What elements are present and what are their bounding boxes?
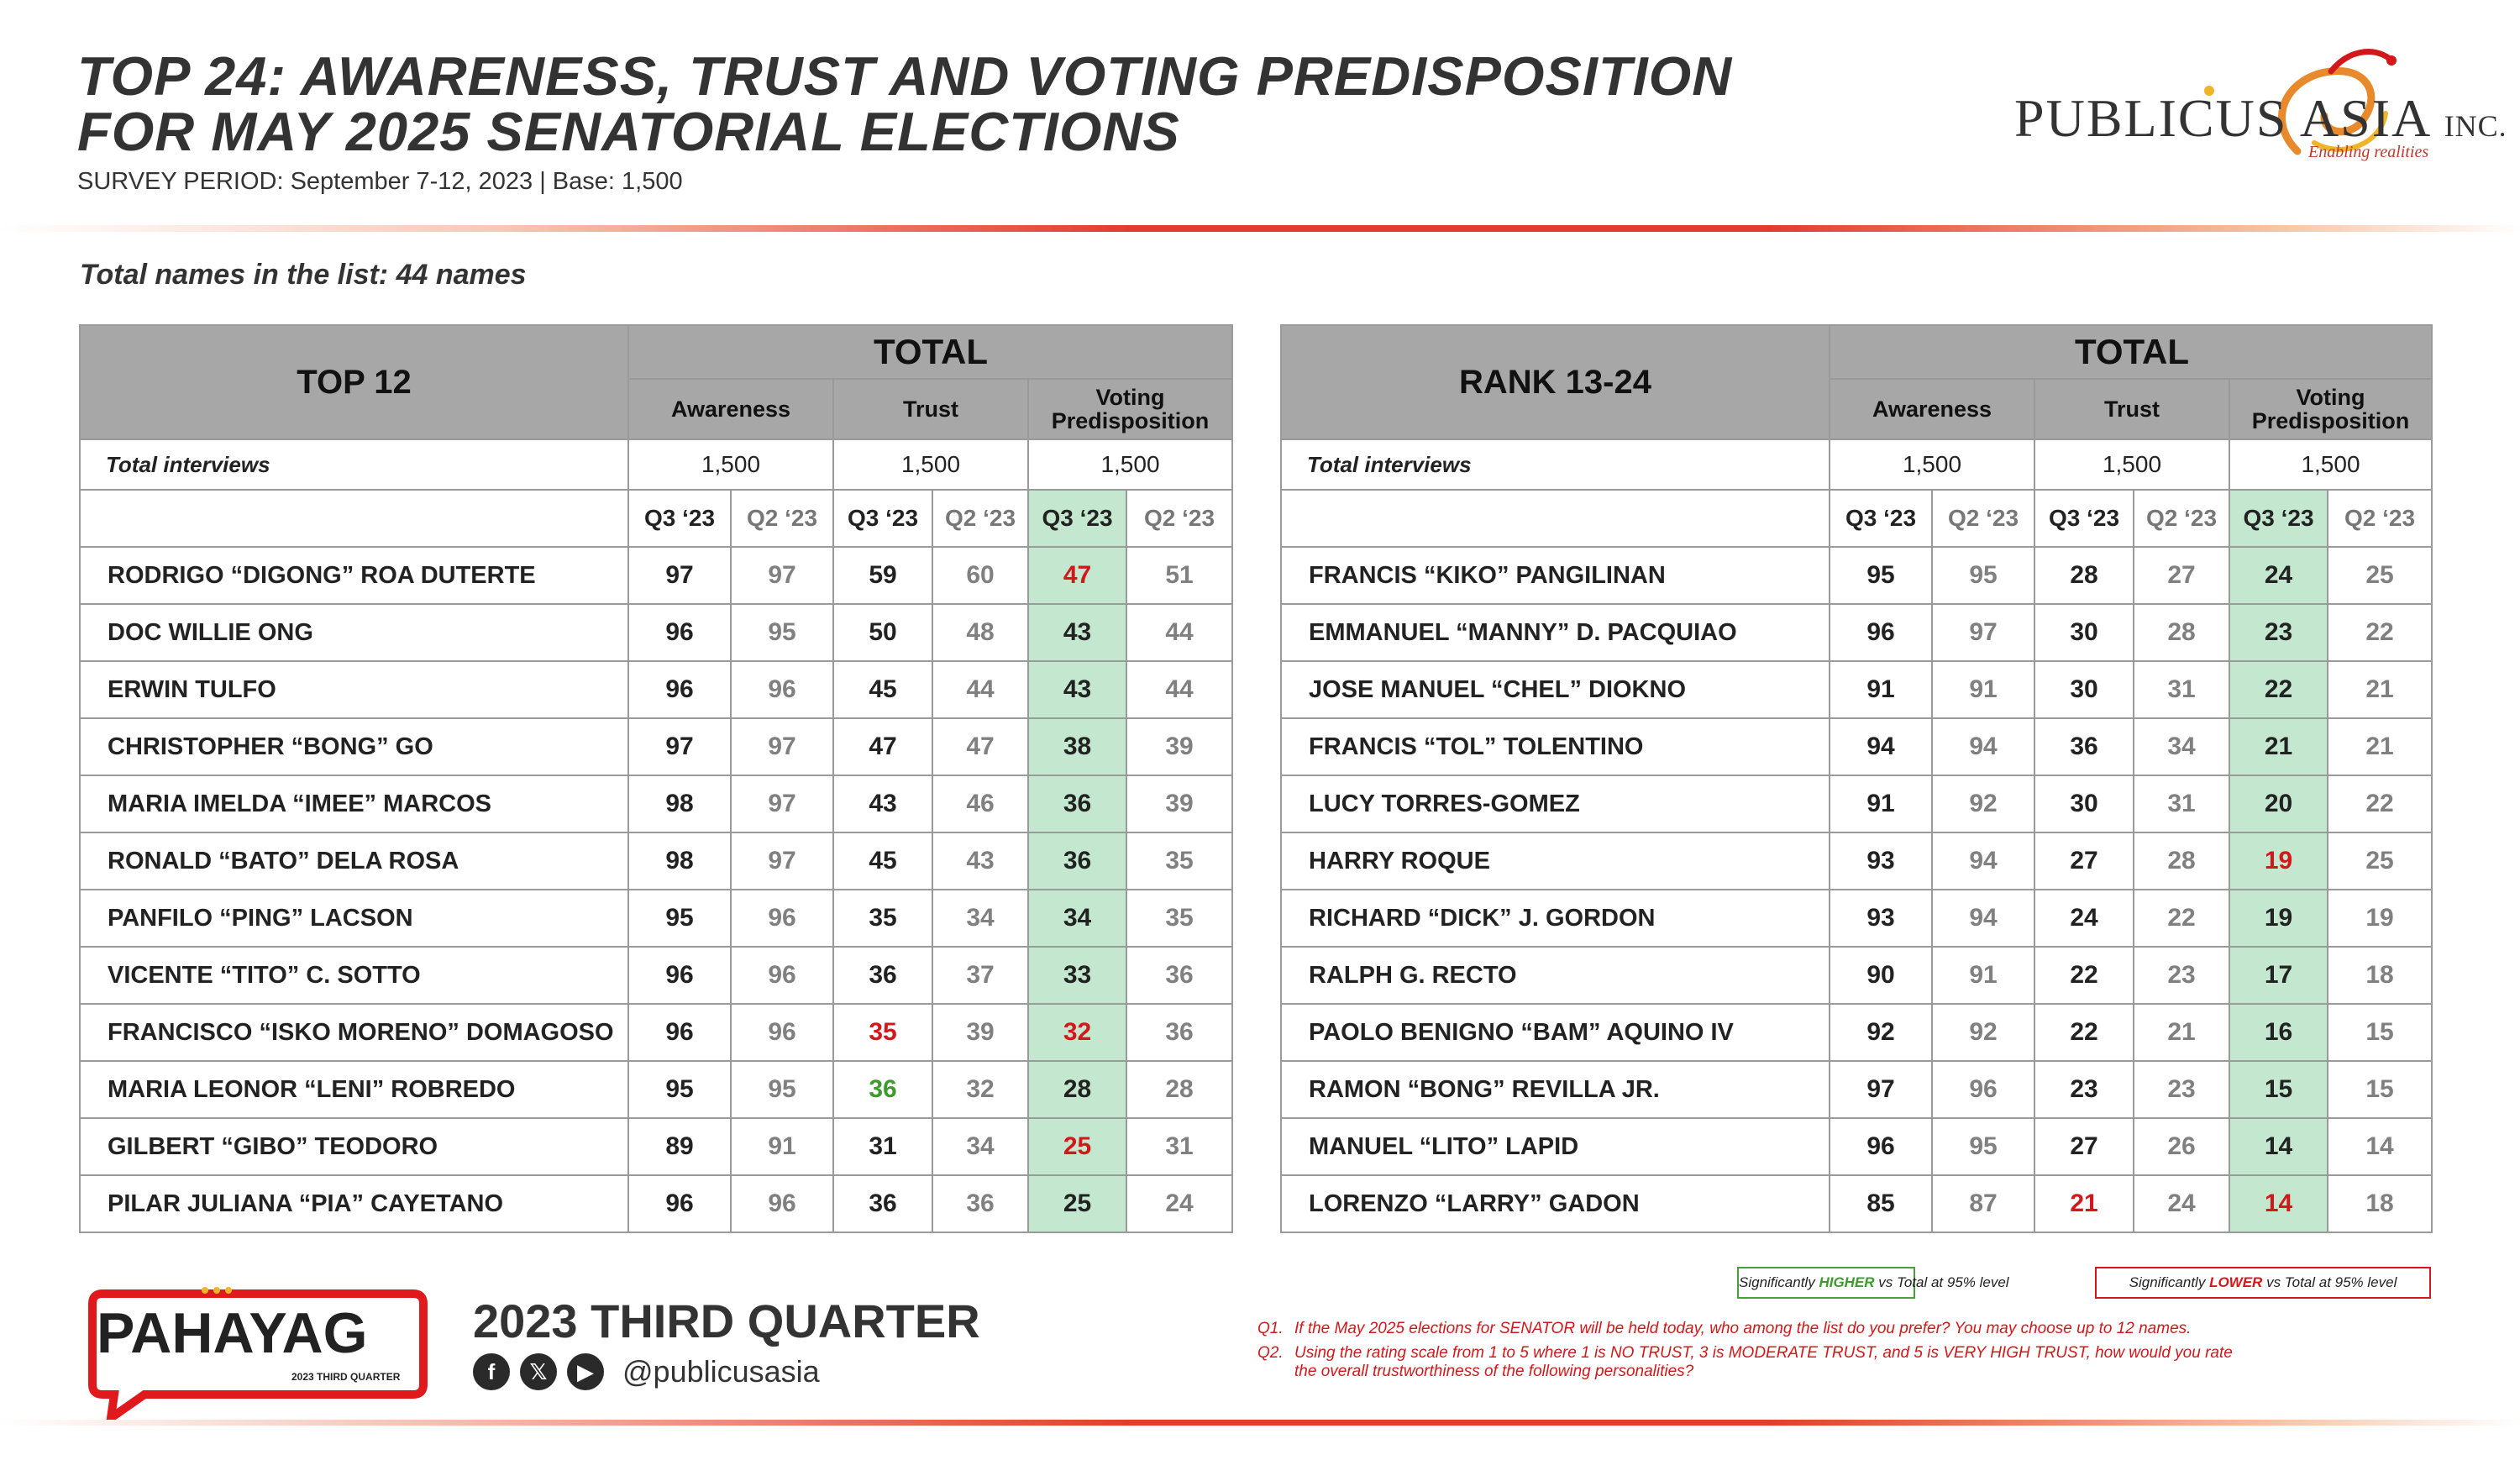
cell-tr-q3: 43 — [833, 775, 932, 832]
table-row — [1281, 1004, 2432, 1061]
cell-tr-q3: 30 — [2034, 661, 2134, 718]
quarter-previous: Q2 ‘23 — [2328, 490, 2432, 547]
cell-tr-q3: 21 — [2034, 1175, 2134, 1232]
cell-vp-q2: 44 — [1126, 661, 1232, 718]
cell-vp-q2: 25 — [2328, 547, 2432, 604]
x-icon[interactable]: 𝕏 — [520, 1353, 557, 1390]
cell-tr-q2: 44 — [932, 661, 1028, 718]
interviews-label: Total interviews — [1281, 439, 1830, 490]
interviews-awareness: 1,500 — [1830, 439, 2034, 490]
candidate-name: VICENTE “TITO” C. SOTTO — [80, 947, 628, 1004]
question-2-number: Q2. — [1257, 1344, 1284, 1362]
cell-vp-q3: 33 — [1028, 947, 1126, 1004]
cell-vp-q3: 23 — [2229, 604, 2328, 661]
cell-vp-q3: 24 — [2229, 547, 2328, 604]
candidate-name: LORENZO “LARRY” GADON — [1281, 1175, 1830, 1232]
cell-vp-q3: 38 — [1028, 718, 1126, 775]
header-trust: Trust — [833, 379, 1028, 439]
candidate-name: GILBERT “GIBO” TEODORO — [80, 1118, 628, 1175]
quarter-row-label — [80, 490, 628, 547]
cell-tr-q2: 34 — [932, 1118, 1028, 1175]
cell-aw-q3: 96 — [628, 1175, 731, 1232]
cell-aw-q2: 96 — [731, 1004, 833, 1061]
quarter-current: Q3 ‘23 — [2229, 490, 2328, 547]
cell-vp-q3: 47 — [1028, 547, 1126, 604]
table-row — [80, 832, 1232, 890]
table-row — [1281, 890, 2432, 947]
cell-vp-q2: 36 — [1126, 1004, 1232, 1061]
candidate-name: RAMON “BONG” REVILLA JR. — [1281, 1061, 1830, 1118]
cell-aw-q3: 95 — [628, 1061, 731, 1118]
cell-aw-q2: 94 — [1932, 890, 2034, 947]
cell-tr-q2: 39 — [932, 1004, 1028, 1061]
cell-tr-q3: 35 — [833, 1004, 932, 1061]
logo-suffix: INC. — [2444, 109, 2507, 143]
cell-vp-q3: 43 — [1028, 604, 1126, 661]
cell-aw-q3: 95 — [1830, 547, 1932, 604]
cell-vp-q3: 34 — [1028, 890, 1126, 947]
cell-vp-q2: 22 — [2328, 604, 2432, 661]
question-2-text-cont: the overall trustworthiness of the following personalities? — [1294, 1363, 1694, 1380]
cell-aw-q3: 95 — [628, 890, 731, 947]
cell-tr-q3: 59 — [833, 547, 932, 604]
cell-aw-q2: 95 — [731, 1061, 833, 1118]
quarter-title: 2023 THIRD QUARTER — [473, 1295, 980, 1347]
cell-aw-q3: 85 — [1830, 1175, 1932, 1232]
cell-vp-q3: 21 — [2229, 718, 2328, 775]
cell-aw-q2: 97 — [731, 775, 833, 832]
cell-tr-q2: 60 — [932, 547, 1028, 604]
cell-aw-q3: 98 — [628, 832, 731, 890]
table-row — [80, 604, 1232, 661]
question-2 — [1257, 1344, 2450, 1381]
header-total: TOTAL — [2034, 325, 2229, 379]
quarter-previous: Q2 ‘23 — [1126, 490, 1232, 547]
cell-vp-q3: 25 — [1028, 1118, 1126, 1175]
candidate-name: RODRIGO “DIGONG” ROA DUTERTE — [80, 547, 628, 604]
legend-higher-pre: Significantly — [1739, 1274, 1819, 1290]
table-row — [1281, 661, 2432, 718]
candidate-name: EMMANUEL “MANNY” D. PACQUIAO — [1281, 604, 1830, 661]
cell-vp-q2: 21 — [2328, 718, 2432, 775]
header-voting: Voting Predisposition — [2229, 379, 2432, 439]
cell-aw-q3: 97 — [1830, 1061, 1932, 1118]
cell-tr-q2: 34 — [2134, 718, 2229, 775]
cell-tr-q2: 31 — [2134, 775, 2229, 832]
candidate-name: CHRISTOPHER “BONG” GO — [80, 718, 628, 775]
cell-vp-q2: 15 — [2328, 1004, 2432, 1061]
cell-aw-q2: 97 — [731, 718, 833, 775]
cell-tr-q3: 45 — [833, 661, 932, 718]
cell-tr-q3: 30 — [2034, 775, 2134, 832]
cell-aw-q2: 92 — [1932, 775, 2034, 832]
cell-aw-q2: 91 — [1932, 947, 2034, 1004]
cell-vp-q2: 39 — [1126, 718, 1232, 775]
cell-vp-q2: 14 — [2328, 1118, 2432, 1175]
cell-vp-q3: 14 — [2229, 1118, 2328, 1175]
cell-tr-q2: 28 — [2134, 604, 2229, 661]
cell-aw-q3: 96 — [1830, 604, 1932, 661]
quarter-current: Q3 ‘23 — [1830, 490, 1932, 547]
cell-vp-q2: 18 — [2328, 1175, 2432, 1232]
cell-tr-q2: 48 — [932, 604, 1028, 661]
candidate-name: RALPH G. RECTO — [1281, 947, 1830, 1004]
cell-vp-q2: 36 — [1126, 947, 1232, 1004]
social-handle[interactable]: @publicusasia — [622, 1354, 820, 1389]
cell-tr-q2: 23 — [2134, 947, 2229, 1004]
cell-aw-q2: 96 — [731, 947, 833, 1004]
cell-vp-q3: 28 — [1028, 1061, 1126, 1118]
cell-vp-q3: 17 — [2229, 947, 2328, 1004]
cell-vp-q3: 19 — [2229, 890, 2328, 947]
cell-tr-q3: 22 — [2034, 1004, 2134, 1061]
cell-vp-q3: 19 — [2229, 832, 2328, 890]
cell-tr-q2: 43 — [932, 832, 1028, 890]
cell-aw-q3: 94 — [1830, 718, 1932, 775]
cell-vp-q2: 18 — [2328, 947, 2432, 1004]
table-row — [1281, 947, 2432, 1004]
table-row — [80, 1061, 1232, 1118]
interviews-trust: 1,500 — [833, 439, 1028, 490]
cell-vp-q3: 25 — [1028, 1175, 1126, 1232]
cell-vp-q2: 24 — [1126, 1175, 1232, 1232]
cell-aw-q2: 94 — [1932, 832, 2034, 890]
candidate-name: MARIA LEONOR “LENI” ROBREDO — [80, 1061, 628, 1118]
cell-aw-q2: 92 — [1932, 1004, 2034, 1061]
cell-vp-q2: 25 — [2328, 832, 2432, 890]
cell-tr-q2: 27 — [2134, 547, 2229, 604]
candidate-name: MARIA IMELDA “IMEE” MARCOS — [80, 775, 628, 832]
candidate-name: FRANCISCO “ISKO MORENO” DOMAGOSO — [80, 1004, 628, 1061]
legend-lower — [2095, 1267, 2431, 1299]
cell-aw-q2: 97 — [731, 547, 833, 604]
cell-aw-q3: 91 — [1830, 661, 1932, 718]
candidate-name: LUCY TORRES-GOMEZ — [1281, 775, 1830, 832]
legend-lower-pre: Significantly — [2129, 1274, 2210, 1290]
cell-aw-q3: 96 — [1830, 1118, 1932, 1175]
candidate-name: JOSE MANUEL “CHEL” DIOKNO — [1281, 661, 1830, 718]
cell-vp-q2: 35 — [1126, 890, 1232, 947]
question-1 — [1257, 1320, 2450, 1338]
cell-vp-q2: 21 — [2328, 661, 2432, 718]
table-row — [80, 718, 1232, 775]
cell-tr-q3: 24 — [2034, 890, 2134, 947]
cell-vp-q3: 32 — [1028, 1004, 1126, 1061]
cell-tr-q3: 22 — [2034, 947, 2134, 1004]
top12-table — [79, 324, 1233, 1233]
candidate-name: PAOLO BENIGNO “BAM” AQUINO IV — [1281, 1004, 1830, 1061]
cell-aw-q3: 96 — [628, 661, 731, 718]
quarter-previous: Q2 ‘23 — [932, 490, 1028, 547]
cell-tr-q2: 36 — [932, 1175, 1028, 1232]
cell-aw-q3: 96 — [628, 1004, 731, 1061]
cell-aw-q3: 93 — [1830, 890, 1932, 947]
question-2-text: Using the rating scale from 1 to 5 where 1 is NO TRUST, 3 is MODERATE TRUST, and 5 is VERY HIGH TRUST, how would you rate — [1294, 1344, 2233, 1362]
candidate-name: MANUEL “LITO” LAPID — [1281, 1118, 1830, 1175]
cell-aw-q2: 91 — [1932, 661, 2034, 718]
quarter-current: Q3 ‘23 — [1028, 490, 1126, 547]
header-spacer — [628, 325, 833, 379]
cell-vp-q2: 31 — [1126, 1118, 1232, 1175]
legend-higher — [1737, 1267, 2009, 1299]
cell-aw-q3: 93 — [1830, 832, 1932, 890]
cell-aw-q2: 95 — [1932, 1118, 2034, 1175]
cell-vp-q2: 28 — [1126, 1061, 1232, 1118]
table-row — [1281, 718, 2432, 775]
cell-tr-q2: 46 — [932, 775, 1028, 832]
header-spacer — [2229, 325, 2432, 379]
cell-tr-q3: 30 — [2034, 604, 2134, 661]
table-row — [80, 1118, 1232, 1175]
cell-tr-q3: 45 — [833, 832, 932, 890]
cell-tr-q3: 50 — [833, 604, 932, 661]
cell-vp-q3: 36 — [1028, 775, 1126, 832]
survey-period: SURVEY PERIOD: September 7-12, 2023 | Base: 1,500 — [77, 168, 683, 195]
candidate-name: PILAR JULIANA “PIA” CAYETANO — [80, 1175, 628, 1232]
cell-tr-q3: 47 — [833, 718, 932, 775]
cell-aw-q3: 89 — [628, 1118, 731, 1175]
table-row — [80, 661, 1232, 718]
quarter-previous: Q2 ‘23 — [2134, 490, 2229, 547]
logo-name: PUBLICUS ASIA — [2014, 88, 2429, 148]
cell-aw-q2: 97 — [1932, 604, 2034, 661]
cell-aw-q2: 87 — [1932, 1175, 2034, 1232]
legend-higher-post: vs Total at 95% level — [1874, 1274, 2009, 1290]
cell-aw-q2: 91 — [731, 1118, 833, 1175]
candidate-name: PANFILO “PING” LACSON — [80, 890, 628, 947]
youtube-icon[interactable]: ▶ — [567, 1353, 604, 1390]
cell-aw-q3: 96 — [628, 604, 731, 661]
cell-aw-q3: 97 — [628, 547, 731, 604]
cell-tr-q2: 32 — [932, 1061, 1028, 1118]
title-line-1: TOP 24: AWARENESS, TRUST AND VOTING PREDISPOSITION — [77, 45, 1733, 107]
cell-vp-q3: 15 — [2229, 1061, 2328, 1118]
social-links — [473, 1352, 820, 1391]
question-1-number: Q1. — [1257, 1320, 1284, 1337]
table-row — [80, 947, 1232, 1004]
cell-tr-q2: 37 — [932, 947, 1028, 1004]
table-row — [1281, 604, 2432, 661]
candidate-name: RONALD “BATO” DELA ROSA — [80, 832, 628, 890]
table-row — [80, 775, 1232, 832]
cell-aw-q3: 92 — [1830, 1004, 1932, 1061]
cell-tr-q3: 28 — [2034, 547, 2134, 604]
table-row — [1281, 1175, 2432, 1232]
cell-tr-q3: 36 — [833, 1175, 932, 1232]
table-title: TOP 12 — [80, 325, 628, 439]
cell-tr-q2: 24 — [2134, 1175, 2229, 1232]
cell-vp-q2: 35 — [1126, 832, 1232, 890]
header-divider — [0, 225, 2520, 232]
interviews-label: Total interviews — [80, 439, 628, 490]
cell-aw-q2: 96 — [731, 890, 833, 947]
header-awareness: Awareness — [628, 379, 833, 439]
candidate-name: DOC WILLIE ONG — [80, 604, 628, 661]
logo-wordmark — [2014, 87, 2507, 150]
cell-tr-q2: 26 — [2134, 1118, 2229, 1175]
candidate-name: RICHARD “DICK” J. GORDON — [1281, 890, 1830, 947]
cell-vp-q2: 15 — [2328, 1061, 2432, 1118]
table-row — [80, 1004, 1232, 1061]
table-row — [80, 547, 1232, 604]
header-spacer — [1830, 325, 2034, 379]
legend-lower-word: LOWER — [2209, 1274, 2263, 1290]
interviews-voting: 1,500 — [2229, 439, 2432, 490]
table-title: RANK 13-24 — [1281, 325, 1830, 439]
quarter-current: Q3 ‘23 — [833, 490, 932, 547]
quarter-row-label — [1281, 490, 1830, 547]
table-row — [80, 1175, 1232, 1232]
candidate-name: FRANCIS “KIKO” PANGILINAN — [1281, 547, 1830, 604]
header-voting: Voting Predisposition — [1028, 379, 1232, 439]
quarter-current: Q3 ‘23 — [2034, 490, 2134, 547]
legend-lower-post: vs Total at 95% level — [2262, 1274, 2397, 1290]
candidate-name: ERWIN TULFO — [80, 661, 628, 718]
header-trust: Trust — [2034, 379, 2229, 439]
title-line-2: FOR MAY 2025 SENATORIAL ELECTIONS — [77, 101, 1180, 162]
header-spacer — [1028, 325, 1232, 379]
candidate-name: HARRY ROQUE — [1281, 832, 1830, 890]
rank13-24-table — [1280, 324, 2433, 1233]
facebook-icon[interactable]: f — [473, 1353, 510, 1390]
cell-aw-q2: 97 — [731, 832, 833, 890]
cell-tr-q3: 36 — [833, 1061, 932, 1118]
cell-vp-q2: 51 — [1126, 547, 1232, 604]
table-row — [1281, 775, 2432, 832]
pahayag-sub: 2023 THIRD QUARTER — [291, 1371, 401, 1383]
cell-aw-q2: 95 — [1932, 547, 2034, 604]
cell-tr-q3: 31 — [833, 1118, 932, 1175]
table-row — [1281, 547, 2432, 604]
header-total: TOTAL — [833, 325, 1028, 379]
cell-tr-q2: 21 — [2134, 1004, 2229, 1061]
table-row — [1281, 832, 2432, 890]
cell-tr-q3: 35 — [833, 890, 932, 947]
total-names-note: Total names in the list: 44 names — [80, 259, 527, 291]
cell-tr-q2: 23 — [2134, 1061, 2229, 1118]
logo-tagline: Enabling realities — [2308, 143, 2429, 161]
cell-aw-q2: 96 — [1932, 1061, 2034, 1118]
quarter-previous: Q2 ‘23 — [1932, 490, 2034, 547]
cell-aw-q3: 97 — [628, 718, 731, 775]
table-row — [80, 890, 1232, 947]
quarter-current: Q3 ‘23 — [628, 490, 731, 547]
footer-divider — [0, 1420, 2520, 1426]
question-1-text: If the May 2025 elections for SENATOR will be held today, who among the list do you prefer? You may choose up to 12 names. — [1294, 1320, 2192, 1337]
table-row — [1281, 1061, 2432, 1118]
table-row — [1281, 1118, 2432, 1175]
cell-aw-q2: 96 — [731, 1175, 833, 1232]
cell-aw-q3: 90 — [1830, 947, 1932, 1004]
cell-vp-q2: 19 — [2328, 890, 2432, 947]
interviews-voting: 1,500 — [1028, 439, 1232, 490]
cell-aw-q3: 98 — [628, 775, 731, 832]
cell-tr-q3: 27 — [2034, 832, 2134, 890]
cell-vp-q3: 14 — [2229, 1175, 2328, 1232]
cell-vp-q3: 16 — [2229, 1004, 2328, 1061]
header-awareness: Awareness — [1830, 379, 2034, 439]
cell-vp-q2: 39 — [1126, 775, 1232, 832]
cell-aw-q2: 94 — [1932, 718, 2034, 775]
cell-aw-q3: 96 — [628, 947, 731, 1004]
cell-vp-q3: 20 — [2229, 775, 2328, 832]
cell-vp-q3: 43 — [1028, 661, 1126, 718]
cell-tr-q2: 22 — [2134, 890, 2229, 947]
cell-tr-q2: 31 — [2134, 661, 2229, 718]
cell-vp-q2: 44 — [1126, 604, 1232, 661]
pahayag-brand: PAHAYAG — [97, 1301, 368, 1365]
cell-tr-q3: 27 — [2034, 1118, 2134, 1175]
quarter-previous: Q2 ‘23 — [731, 490, 833, 547]
cell-tr-q3: 36 — [2034, 718, 2134, 775]
cell-tr-q2: 28 — [2134, 832, 2229, 890]
candidate-name: FRANCIS “TOL” TOLENTINO — [1281, 718, 1830, 775]
interviews-trust: 1,500 — [2034, 439, 2229, 490]
cell-aw-q2: 95 — [731, 604, 833, 661]
cell-vp-q3: 36 — [1028, 832, 1126, 890]
cell-vp-q2: 22 — [2328, 775, 2432, 832]
cell-aw-q2: 96 — [731, 661, 833, 718]
interviews-awareness: 1,500 — [628, 439, 833, 490]
cell-vp-q3: 22 — [2229, 661, 2328, 718]
legend-higher-word: HIGHER — [1819, 1274, 1875, 1290]
cell-tr-q3: 36 — [833, 947, 932, 1004]
cell-aw-q3: 91 — [1830, 775, 1932, 832]
page-title — [77, 45, 1733, 162]
cell-tr-q2: 47 — [932, 718, 1028, 775]
cell-tr-q2: 34 — [932, 890, 1028, 947]
cell-tr-q3: 23 — [2034, 1061, 2134, 1118]
